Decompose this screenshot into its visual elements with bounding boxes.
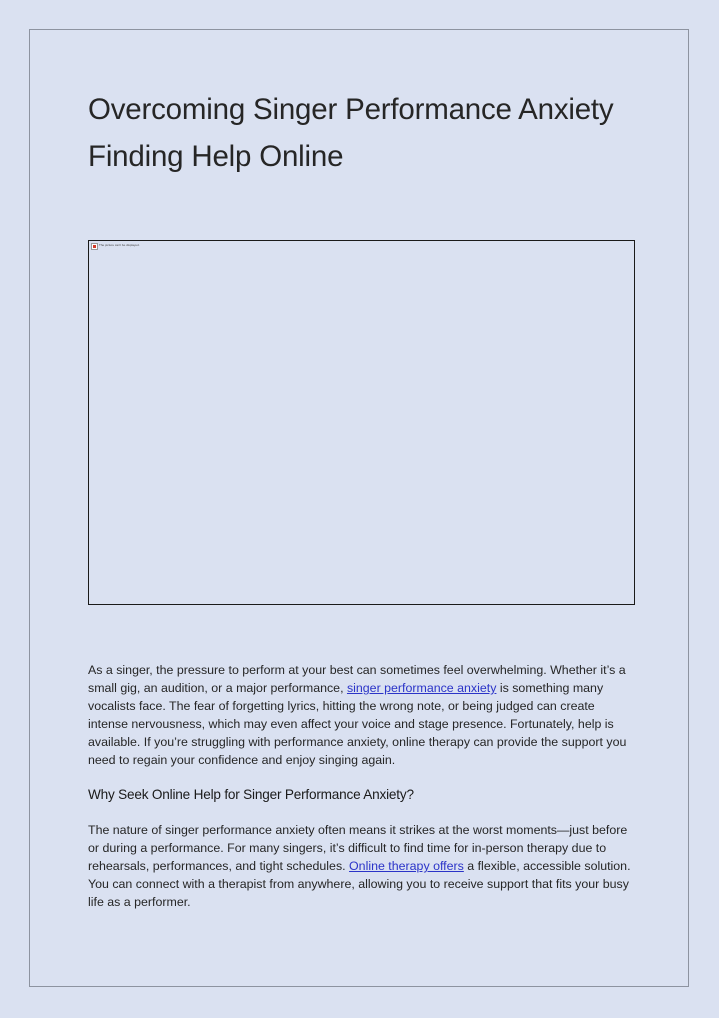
section-text-start: The nature of singer performance anxiety often means it strikes at the worst moments—just before or during a performance. For many singers, it’s difficult to find time for in-person therapy due to rehearsals, performances, and tight schedules. [88, 823, 628, 874]
section-paragraph [88, 821, 638, 911]
image-alt-text: The picture can't be displayed. [99, 243, 140, 247]
image-placeholder [88, 240, 635, 605]
section-text-end: a flexible, accessible solution. You can connect with a therapist from anywhere, allowing you to receive support that fits your busy life as a performer. [88, 859, 631, 910]
section-heading: Why Seek Online Help for Singer Performance Anxiety? [88, 787, 414, 802]
intro-text-end: is something many vocalists face. The fear of forgetting lyrics, hitting the wrong note, or being judged can create intense nervousness, which may even affect your voice and stage presence. Fortunately, help is available. If you’re struggling with performance anxiety, online therapy can provide the support you need to regain your confidence and enjoy singing again. [88, 681, 627, 768]
intro-paragraph [88, 661, 638, 770]
document-title: Overcoming Singer Performance Anxiety Finding Help Online [88, 93, 614, 173]
singer-performance-anxiety-link[interactable]: singer performance anxiety [346, 681, 497, 696]
intro-text-start: As a singer, the pressure to perform at your best can sometimes feel overwhelming. Whether it’s a small gig, an audition, or a major performance, [88, 663, 626, 696]
broken-image-icon [91, 243, 98, 250]
online-therapy-offers-link[interactable]: Online therapy offers [349, 859, 464, 874]
